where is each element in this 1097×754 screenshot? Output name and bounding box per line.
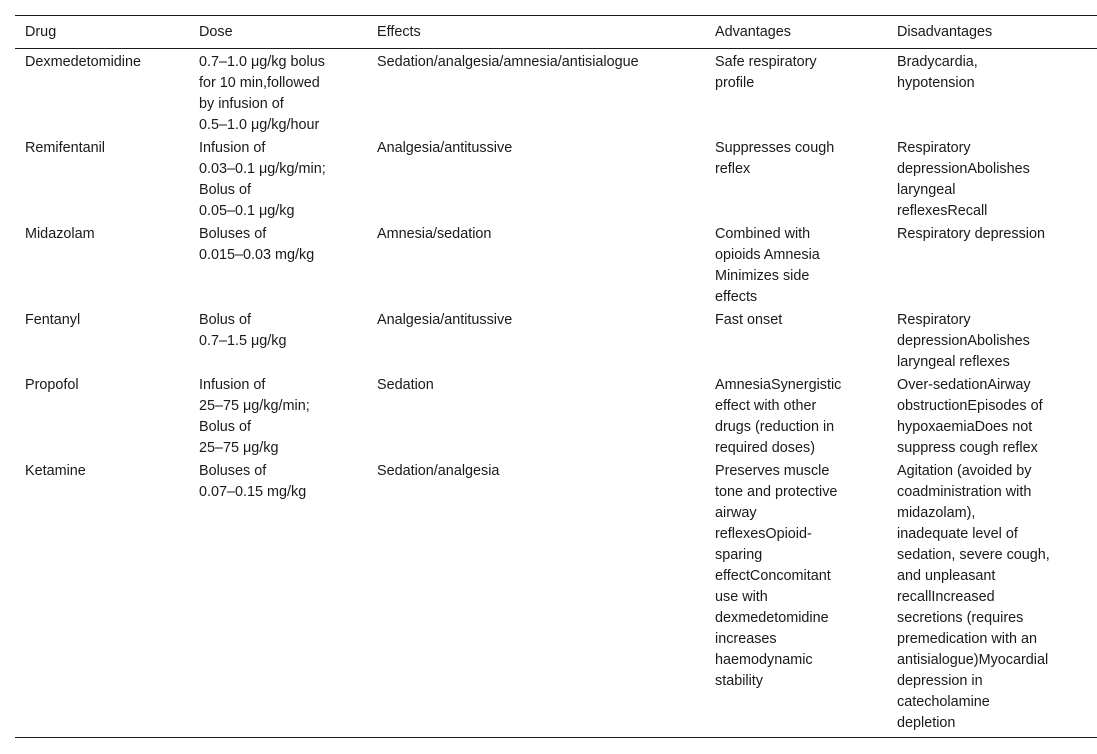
table-row [15, 49, 1097, 137]
cell-disadvantages-line: Agitation (avoided by [897, 463, 1032, 479]
cell-disadvantages-line: sedation, severe cough, [897, 547, 1050, 563]
cell-advantages [705, 49, 887, 137]
cell-advantages-line: effectConcomitant [715, 568, 831, 584]
cell-dose [189, 308, 367, 373]
cell-dose-line: Infusion of [199, 377, 266, 393]
cell-disadvantages-line: Respiratory depression [897, 226, 1045, 242]
cell-dose-line: Boluses of [199, 463, 267, 479]
cell-dose-line: Boluses of [199, 226, 267, 242]
cell-disadvantages-line: Respiratory [897, 312, 971, 328]
cell-effects [367, 308, 705, 373]
cell-drug [15, 373, 189, 459]
cell-disadvantages-line: recallIncreased [897, 589, 995, 605]
cell-disadvantages-line: Over-sedationAirway [897, 377, 1031, 393]
cell-disadvantages [887, 222, 1097, 308]
cell-advantages-line: opioids Amnesia [715, 247, 820, 263]
cell-effects [367, 459, 705, 738]
cell-disadvantages [887, 459, 1097, 738]
cell-effects [367, 222, 705, 308]
cell-drug-text: Propofol [25, 377, 79, 393]
table-header [15, 16, 1097, 49]
cell-advantages-line: Preserves muscle [715, 463, 830, 479]
cell-dose-line: Bolus of [199, 312, 251, 328]
cell-drug-text: Dexmedetomidine [25, 54, 141, 70]
cell-advantages-line: AmnesiaSynergistic [715, 377, 842, 393]
cell-effects-text: Analgesia/antitussive [377, 140, 513, 156]
cell-dose [189, 49, 367, 137]
cell-advantages-line: effects [715, 289, 758, 305]
cell-disadvantages [887, 308, 1097, 373]
cell-advantages-line: dexmedetomidine [715, 610, 829, 626]
cell-disadvantages-line: secretions (requires [897, 610, 1024, 626]
cell-dose-line: for 10 min,followed [199, 75, 320, 91]
cell-advantages [705, 222, 887, 308]
cell-advantages-line: sparing [715, 547, 763, 563]
cell-drug [15, 49, 189, 137]
cell-disadvantages-line: Bradycardia, [897, 54, 978, 70]
cell-dose-line: 0.05–0.1 μg/kg [199, 203, 295, 219]
table-row [15, 136, 1097, 222]
cell-disadvantages-line: coadministration with [897, 484, 1032, 500]
cell-disadvantages [887, 373, 1097, 459]
cell-drug [15, 136, 189, 222]
cell-advantages-line: Combined with [715, 226, 811, 242]
header-advantages: Advantages [715, 24, 792, 40]
cell-drug [15, 308, 189, 373]
cell-effects-text: Sedation/analgesia [377, 463, 500, 479]
cell-advantages-line: effect with other [715, 398, 817, 414]
cell-disadvantages-line: depressionAbolishes [897, 161, 1030, 177]
cell-drug [15, 459, 189, 738]
header-dose: Dose [199, 24, 233, 40]
table-row [15, 459, 1097, 738]
cell-disadvantages [887, 49, 1097, 137]
cell-advantages-line: haemodynamic [715, 652, 813, 668]
cell-effects-text: Sedation [377, 377, 434, 393]
cell-disadvantages-line: reflexesRecall [897, 203, 988, 219]
cell-disadvantages-line: suppress cough reflex [897, 440, 1038, 456]
cell-disadvantages-line: depression in [897, 673, 983, 689]
cell-effects-text: Analgesia/antitussive [377, 312, 513, 328]
cell-advantages-line: use with [715, 589, 768, 605]
cell-effects-text: Sedation/analgesia/amnesia/antisialogue [377, 54, 639, 70]
table-row [15, 222, 1097, 308]
cell-advantages [705, 459, 887, 738]
cell-effects-text: Amnesia/sedation [377, 226, 492, 242]
cell-advantages-line: Safe respiratory [715, 54, 817, 70]
drug-comparison-table [15, 15, 1097, 738]
cell-advantages-line: tone and protective [715, 484, 838, 500]
cell-dose-line: Bolus of [199, 182, 251, 198]
cell-advantages [705, 308, 887, 373]
cell-disadvantages-line: antisialogue)Myocardial [897, 652, 1049, 668]
cell-disadvantages-line: laryngeal reflexes [897, 354, 1010, 370]
cell-disadvantages-line: depletion [897, 715, 956, 731]
cell-advantages-line: airway [715, 505, 757, 521]
cell-drug-text: Fentanyl [25, 312, 81, 328]
cell-advantages-line: reflex [715, 161, 751, 177]
cell-disadvantages-line: midazolam), [897, 505, 976, 521]
cell-drug-text: Midazolam [25, 226, 95, 242]
cell-advantages [705, 373, 887, 459]
cell-dose [189, 373, 367, 459]
cell-disadvantages-line: catecholamine [897, 694, 990, 710]
cell-dose-line: Infusion of [199, 140, 266, 156]
cell-disadvantages-line: hypotension [897, 75, 975, 91]
cell-advantages-line: profile [715, 75, 755, 91]
cell-dose-line: 0.7–1.0 μg/kg bolus [199, 54, 325, 70]
cell-dose-line: 0.03–0.1 μg/kg/min; [199, 161, 326, 177]
cell-dose [189, 459, 367, 738]
cell-effects [367, 373, 705, 459]
cell-advantages [705, 136, 887, 222]
cell-dose-line: 0.015–0.03 mg/kg [199, 247, 315, 263]
cell-drug [15, 222, 189, 308]
cell-dose [189, 222, 367, 308]
header-disadvantages: Disadvantages [897, 24, 993, 40]
cell-advantages-line: Fast onset [715, 312, 783, 328]
table-row [15, 373, 1097, 459]
cell-disadvantages-line: and unpleasant [897, 568, 996, 584]
cell-advantages-line: Minimizes side [715, 268, 810, 284]
cell-dose [189, 136, 367, 222]
cell-disadvantages [887, 136, 1097, 222]
cell-drug-text: Ketamine [25, 463, 86, 479]
cell-disadvantages-line: obstructionEpisodes of [897, 398, 1043, 414]
drug-comparison-table-container [15, 15, 1097, 738]
cell-dose-line: 0.07–0.15 mg/kg [199, 484, 307, 500]
cell-dose-line: 25–75 μg/kg [199, 440, 279, 456]
cell-dose-line: 25–75 μg/kg/min; [199, 398, 310, 414]
cell-effects [367, 136, 705, 222]
cell-advantages-line: increases [715, 631, 777, 647]
cell-advantages-line: Suppresses cough [715, 140, 835, 156]
cell-dose-line: 0.7–1.5 μg/kg [199, 333, 287, 349]
cell-disadvantages-line: depressionAbolishes [897, 333, 1030, 349]
cell-drug-text: Remifentanil [25, 140, 105, 156]
table-body [15, 49, 1097, 738]
cell-disadvantages-line: premedication with an [897, 631, 1037, 647]
header-effects: Effects [377, 24, 421, 40]
table-row [15, 308, 1097, 373]
header-row [15, 16, 1097, 49]
cell-disadvantages-line: inadequate level of [897, 526, 1018, 542]
header-drug: Drug [25, 24, 57, 40]
cell-effects [367, 49, 705, 137]
cell-advantages-line: reflexesOpioid- [715, 526, 812, 542]
cell-advantages-line: drugs (reduction in [715, 419, 835, 435]
cell-advantages-line: required doses) [715, 440, 815, 456]
cell-dose-line: 0.5–1.0 μg/kg/hour [199, 117, 320, 133]
cell-disadvantages-line: Respiratory [897, 140, 971, 156]
cell-disadvantages-line: laryngeal [897, 182, 956, 198]
cell-disadvantages-line: hypoxaemiaDoes not [897, 419, 1033, 435]
cell-dose-line: by infusion of [199, 96, 284, 112]
cell-dose-line: Bolus of [199, 419, 251, 435]
cell-advantages-line: stability [715, 673, 763, 689]
